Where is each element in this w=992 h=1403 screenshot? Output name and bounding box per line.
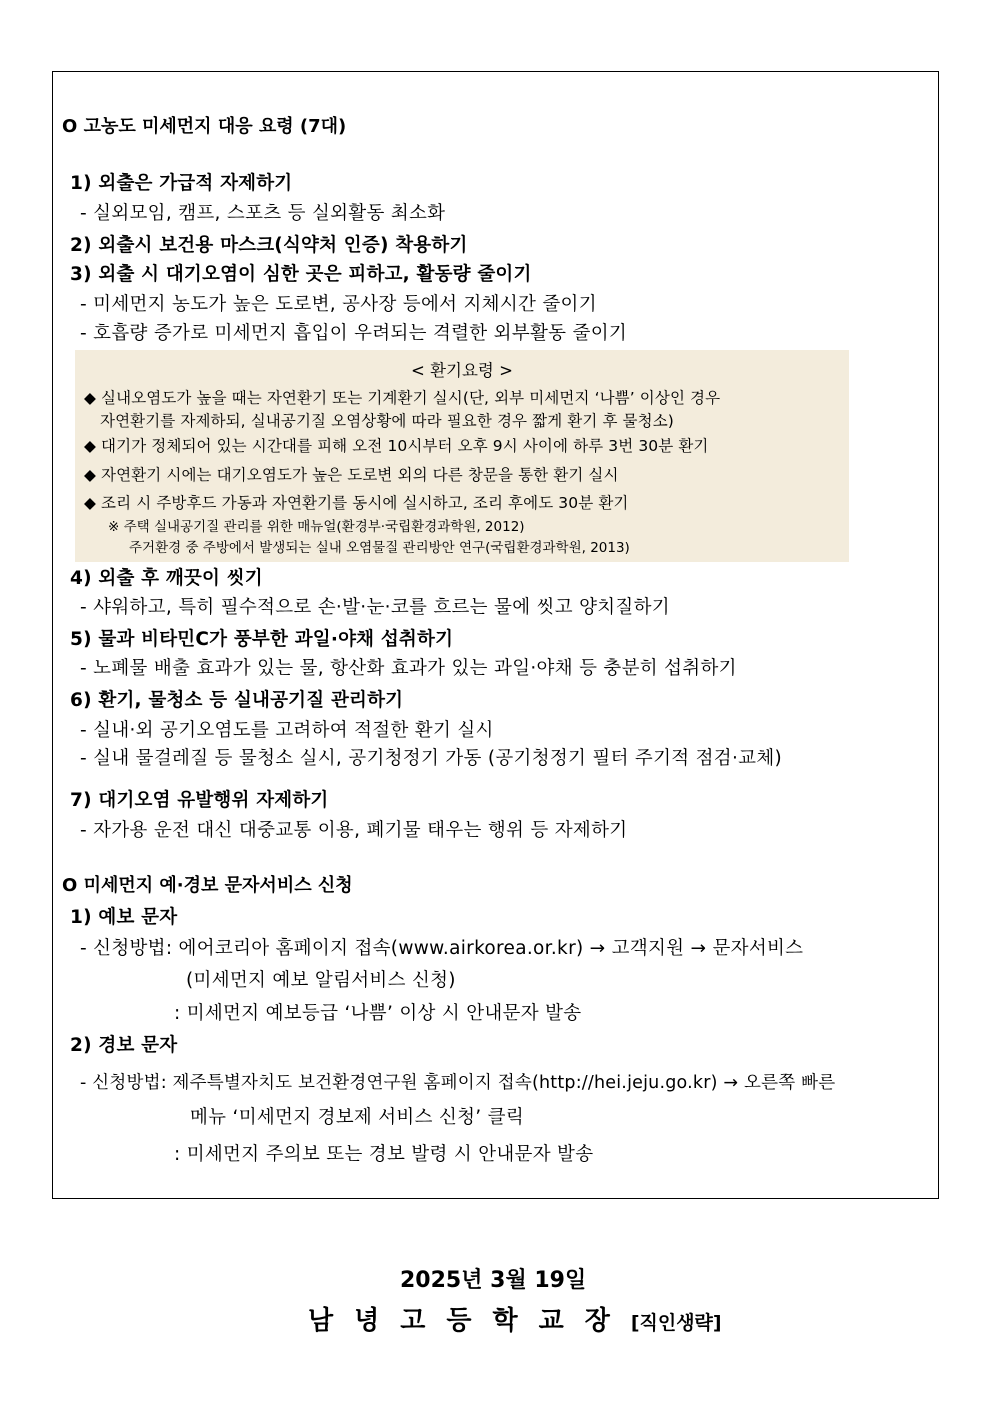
seal-omitted: [직인생략] — [630, 1312, 722, 1334]
item2-heading: 2) 외출시 보건용 마스크(식약처 인증) 착용하기 — [70, 235, 468, 256]
item3-line2: - 호흡량 증가로 미세먼지 흡입이 우려되는 격렬한 외부활동 줄이기 — [80, 323, 628, 344]
document-date: 2025년 3월 19일 — [400, 1268, 587, 1293]
alert-heading: 2) 경보 문자 — [70, 1035, 178, 1056]
school-principal: 남녕고등학교장 — [308, 1306, 631, 1336]
item7-heading: 7) 대기오염 유발행위 자제하기 — [70, 790, 329, 811]
ventilation-bullet4: ◆ 조리 시 주방후드 가동과 자연환기를 동시에 실시하고, 조리 후에도 30분 환기 — [84, 494, 629, 512]
section2-title: O 미세먼지 예·경보 문자서비스 신청 — [62, 875, 353, 896]
item3-line1: - 미세먼지 농도가 높은 도로변, 공사장 등에서 지체시간 줄이기 — [80, 294, 597, 315]
item4-heading: 4) 외출 후 깨끗이 씻기 — [70, 568, 263, 589]
ventilation-note1: ※ 주택 실내공기질 관리를 위한 매뉴얼(환경부·국립환경과학원, 2012) — [108, 519, 525, 535]
item6-line2: - 실내 물걸레질 등 물청소 실시, 공기청정기 가동 (공기청정기 필터 주기적 점검·교체) — [80, 748, 783, 769]
alert-line1: - 신청방법: 제주특별자치도 보건환경연구원 홈페이지 접속(http://hei.jeju.go.kr) → 오른쪽 빠른 — [80, 1073, 836, 1093]
item5-heading: 5) 물과 비타민C가 풍부한 과일·야채 섭취하기 — [70, 629, 454, 650]
item5-line1: - 노폐물 배출 효과가 있는 물, 항산화 효과가 있는 과일·야채 등 충분히 섭취하기 — [80, 658, 737, 679]
item7-line1: - 자가용 운전 대신 대중교통 이용, 폐기물 태우는 행위 등 자제하기 — [80, 820, 628, 841]
item3-heading: 3) 외출 시 대기오염이 심한 곳은 피하고, 활동량 줄이기 — [70, 264, 532, 285]
forecast-line3: : 미세먼지 예보등급 ‘나쁨’ 이상 시 안내문자 발송 — [174, 1003, 582, 1024]
ventilation-bullet1-cont: 자연환기를 자제하되, 실내공기질 오염상황에 따라 필요한 경우 짧게 환기 후 물청소) — [100, 412, 674, 430]
ventilation-bullet3: ◆ 자연환기 시에는 대기오염도가 높은 도로변 외의 다른 창문을 통한 환기 실시 — [84, 466, 619, 484]
item1-heading: 1) 외출은 가급적 자제하기 — [70, 173, 293, 194]
forecast-heading: 1) 예보 문자 — [70, 907, 178, 928]
item6-heading: 6) 환기, 물청소 등 실내공기질 관리하기 — [70, 690, 404, 711]
alert-line3: : 미세먼지 주의보 또는 경보 발령 시 안내문자 발송 — [174, 1144, 594, 1165]
forecast-line1: - 신청방법: 에어코리아 홈페이지 접속(www.airkorea.or.kr) → 고객지원 → 문자서비스 — [80, 938, 804, 959]
forecast-line2: (미세먼지 예보 알림서비스 신청) — [186, 970, 456, 991]
ventilation-bullet1: ◆ 실내오염도가 높을 때는 자연환기 또는 기계환기 실시(단, 외부 미세먼지 ‘나쁨’ 이상인 경우 — [84, 389, 721, 407]
item6-line1: - 실내·외 공기오염도를 고려하여 적절한 환기 실시 — [80, 720, 494, 741]
signature-line — [308, 1300, 722, 1337]
item1-line1: - 실외모임, 캠프, 스포츠 등 실외활동 최소화 — [80, 203, 446, 224]
section1-title: O 고농도 미세먼지 대응 요령 (7대) — [62, 116, 347, 137]
item4-line1: - 샤워하고, 특히 필수적으로 손·발·눈·코를 흐르는 물에 씻고 양치질하기 — [80, 597, 670, 618]
ventilation-note2: 주거환경 중 주방에서 발생되는 실내 오염물질 관리방안 연구(국립환경과학원, 2013) — [129, 540, 630, 556]
ventilation-bullet2: ◆ 대기가 정체되어 있는 시간대를 피해 오전 10시부터 오후 9시 사이에 하루 3번 30분 환기 — [84, 437, 709, 455]
ventilation-title: < 환기요령 > — [411, 361, 513, 380]
alert-line2: 메뉴 ‘미세먼지 경보제 서비스 신청’ 클릭 — [190, 1107, 525, 1128]
